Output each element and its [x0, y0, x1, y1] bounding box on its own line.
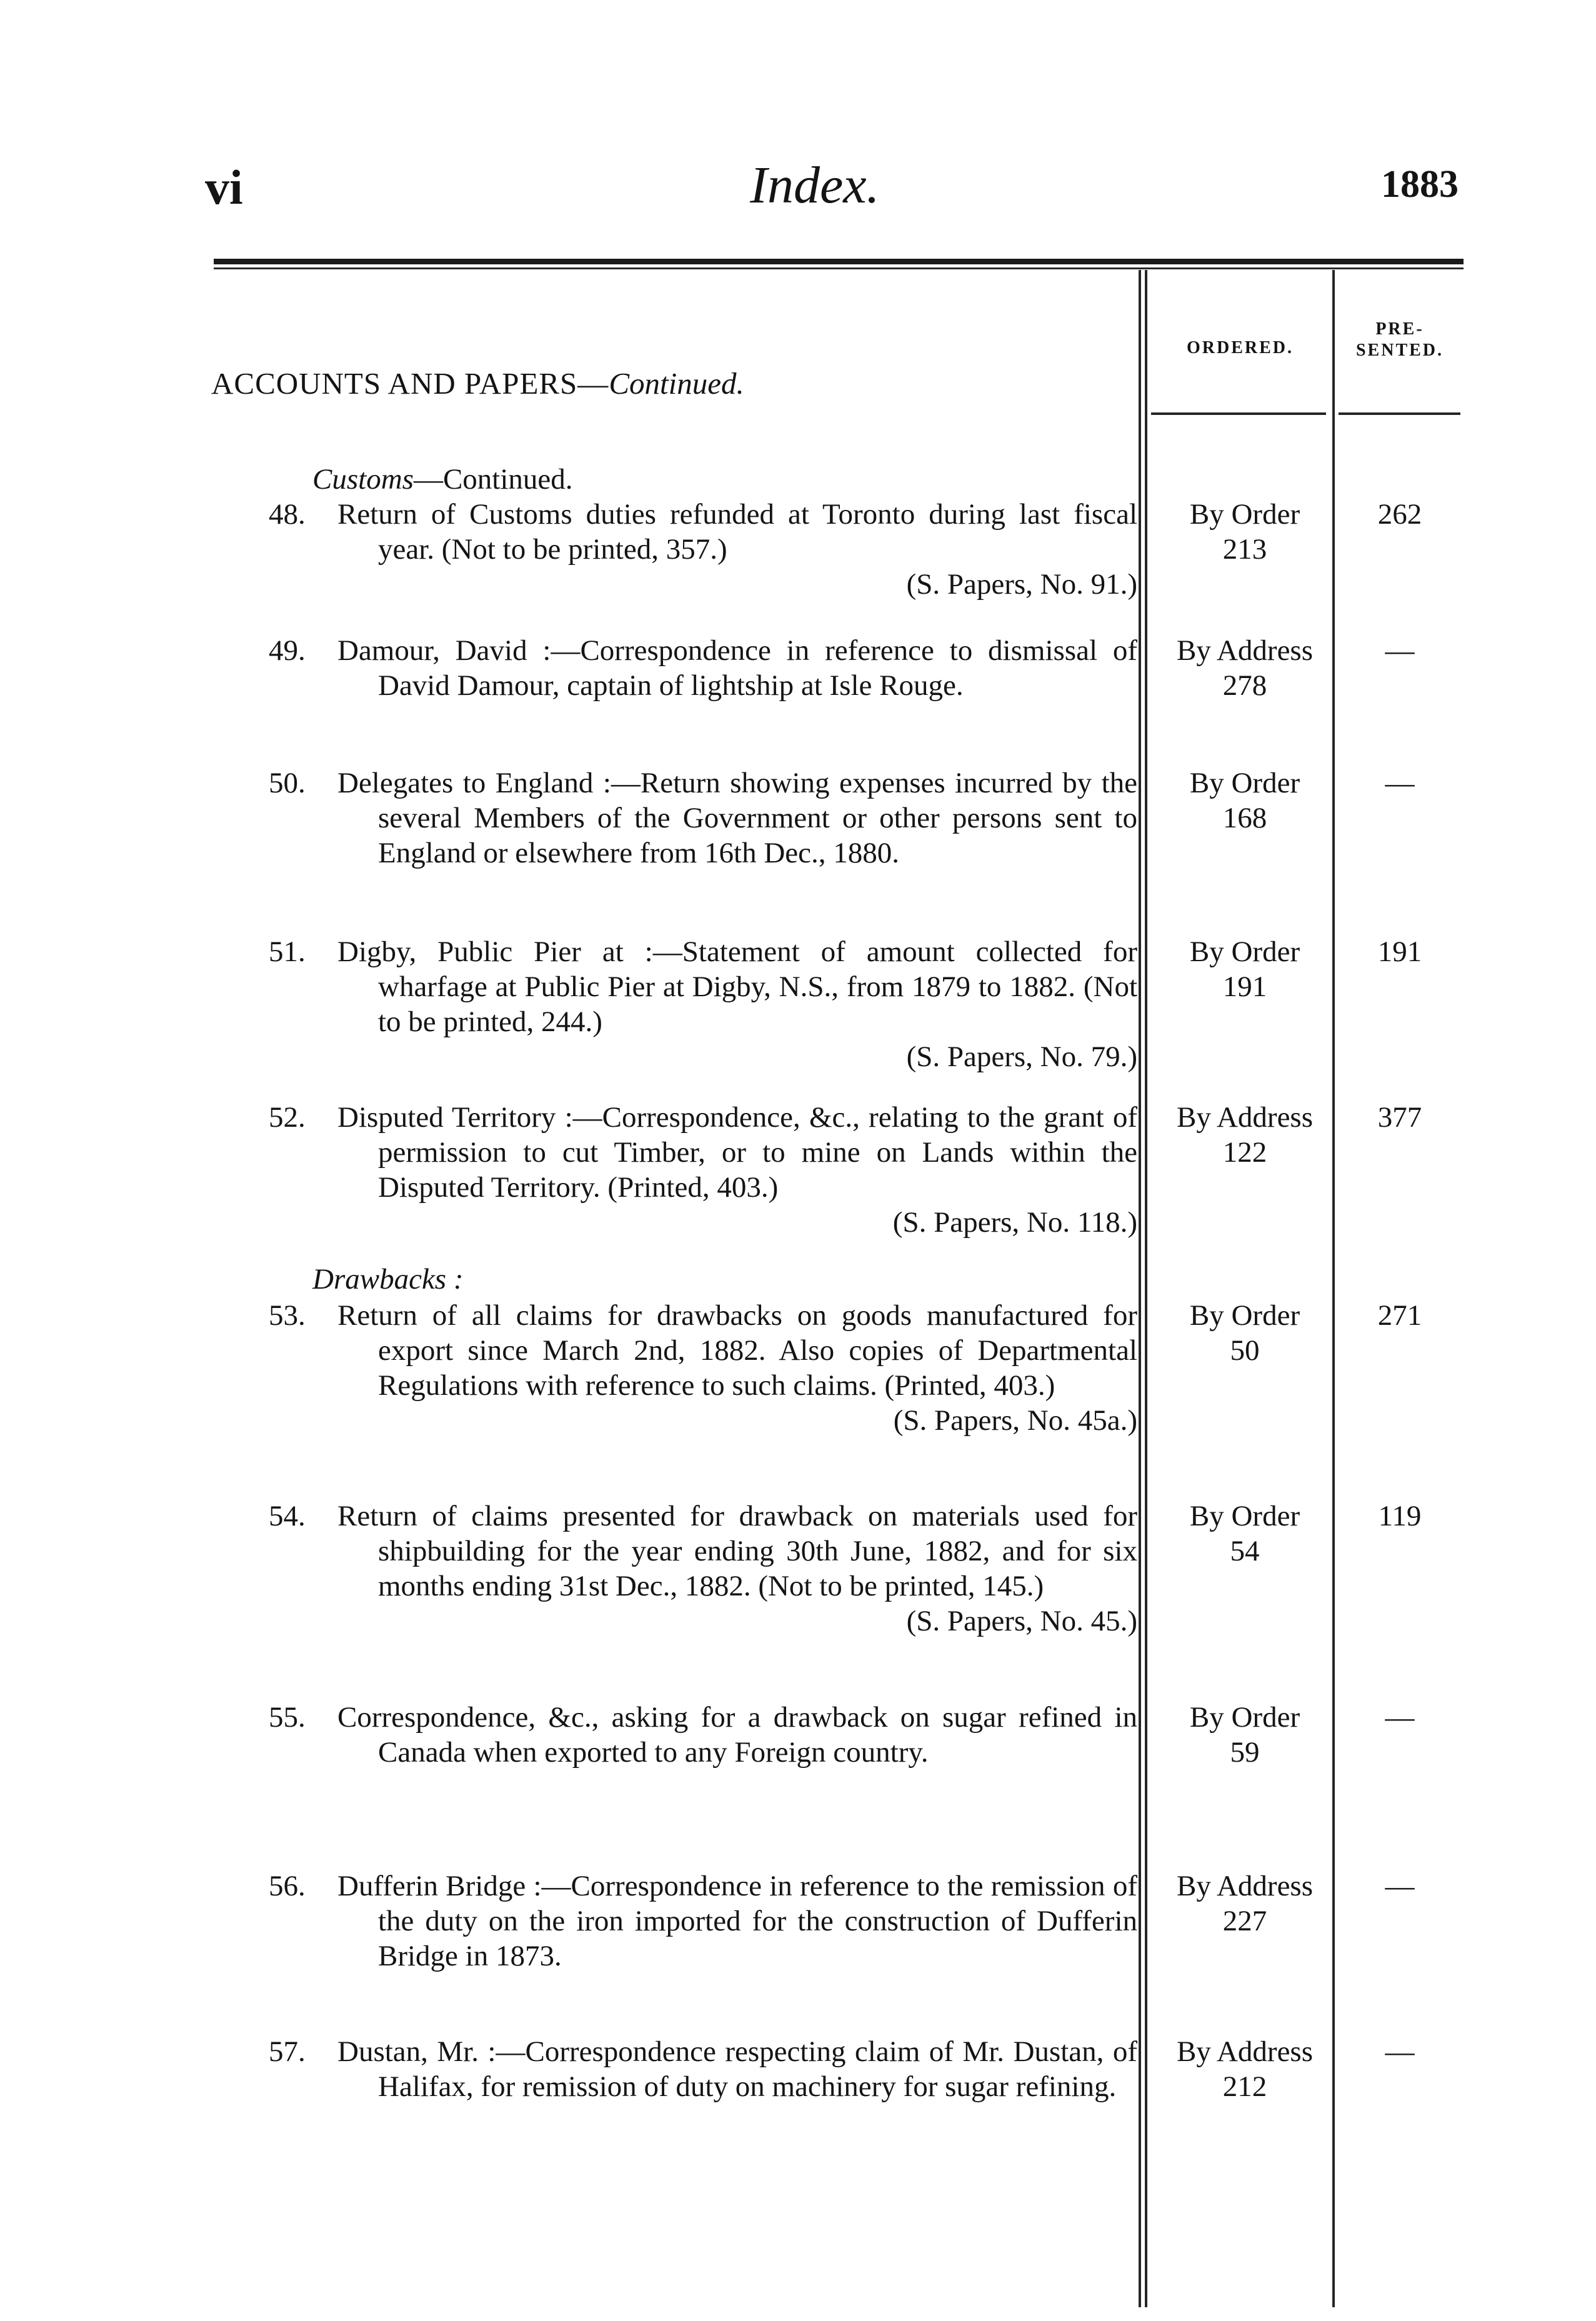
- entry-description: Dustan, Mr. :—Correspondence respecting claim of Mr. Dustan, of Halifax, for remission of duty on machinery for sugar refining.: [337, 2035, 1137, 2103]
- ordered-header-underline: [1151, 412, 1326, 415]
- entry-number: 49.: [269, 634, 306, 667]
- presented-51: 191: [1377, 936, 1422, 968]
- entry-description: Return of Customs duties refunded at Toronto during last fiscal year. (Not to be printed, 357.): [337, 498, 1137, 566]
- ordered-number: 191: [1222, 971, 1267, 1003]
- ordered-50: [1151, 766, 1339, 836]
- entry-52: [269, 1100, 1137, 1240]
- entry-text: [269, 1298, 1137, 1403]
- ordered-53: [1151, 1298, 1339, 1368]
- entry-description: Return of claims presented for drawback on materials used for shipbuilding for the year ending 30th June, 1882, and for six months ending 31st Dec., 1882. (Not to be printed, 145.): [337, 1500, 1137, 1602]
- entry-text: [269, 497, 1137, 567]
- entry-50: [269, 766, 1137, 871]
- entry-reference: (S. Papers, No. 91.): [906, 568, 1137, 601]
- section-title: [211, 366, 744, 401]
- drawbacks-subheading: Drawbacks :: [312, 1263, 464, 1295]
- ordered-number: 168: [1222, 802, 1267, 834]
- ordered-55: [1151, 1700, 1339, 1770]
- entry-51: [269, 934, 1137, 1074]
- ordered-51: [1151, 934, 1339, 1004]
- entry-text: [269, 766, 1137, 871]
- entry-reference: (S. Papers, No. 79.): [906, 1041, 1137, 1073]
- customs-subheading: [312, 462, 573, 496]
- presented-header-line2: SENTED.: [1355, 341, 1444, 360]
- ordered-number: 59: [1230, 1736, 1260, 1769]
- entry-reference: (S. Papers, No. 118.): [892, 1206, 1137, 1239]
- ordered-number: 50: [1230, 1334, 1260, 1367]
- entry-text: [269, 1100, 1137, 1205]
- entry-description: Digby, Public Pier at :—Statement of amount collected for wharfage at Public Pier at Digby, N.S., from 1879 to 1882. (Not to be printed, 244.): [337, 936, 1137, 1038]
- presented-header-line1: PRE-: [1375, 319, 1424, 339]
- presented-49: —: [1385, 634, 1415, 667]
- year: 1883: [1381, 163, 1459, 206]
- presented-48: 262: [1377, 498, 1422, 531]
- header-rule-thin: [214, 267, 1464, 269]
- entry-description: Delegates to England :—Return showing expenses incurred by the several Members of the Government or other persons sent to England or elsewhere from 16th Dec., 1880.: [337, 767, 1137, 869]
- entry-reference: (S. Papers, No. 45a.): [893, 1404, 1137, 1437]
- entry-text: [269, 1700, 1137, 1770]
- entry-number: 48.: [269, 498, 306, 531]
- entry-text: [269, 2034, 1137, 2104]
- presented-54: 119: [1378, 1500, 1422, 1532]
- ordered-48: [1151, 497, 1339, 567]
- ordered-54: [1151, 1499, 1339, 1569]
- entry-56: [269, 1869, 1137, 1974]
- ordered-type: By Address: [1176, 1101, 1314, 1134]
- column-divider-right: [1332, 270, 1335, 2307]
- ordered-number: 54: [1230, 1535, 1260, 1567]
- ordered-number: 212: [1222, 2070, 1267, 2103]
- presented-50: —: [1385, 767, 1415, 799]
- section-title-continued: Continued.: [609, 366, 744, 401]
- ordered-56: [1151, 1869, 1339, 1939]
- ordered-column-header: ORDERED.: [1186, 338, 1294, 357]
- presented-57: —: [1385, 2035, 1415, 2068]
- ordered-number: 227: [1222, 1905, 1267, 1937]
- ordered-number: 278: [1222, 669, 1267, 702]
- entry-57: [269, 2034, 1137, 2104]
- entry-number: 50.: [269, 767, 306, 799]
- entry-53: [269, 1298, 1137, 1438]
- entry-number: 52.: [269, 1101, 306, 1134]
- ordered-type: By Address: [1176, 2035, 1314, 2068]
- page-title: Index.: [750, 156, 880, 214]
- entry-reference: (S. Papers, No. 45.): [906, 1605, 1137, 1637]
- header-rule: [214, 259, 1464, 264]
- entry-description: Dufferin Bridge :—Correspondence in reference to the remission of the duty on the iron imported for the construction of Dufferin Bridge in 1873.: [337, 1870, 1137, 1972]
- ordered-number: 213: [1222, 533, 1267, 566]
- entry-number: 56.: [269, 1870, 306, 1902]
- ordered-type: By Order: [1189, 498, 1300, 531]
- ordered-type: By Order: [1189, 1701, 1300, 1734]
- entry-48: [269, 497, 1137, 602]
- customs-subheading-italic: Customs: [312, 463, 414, 496]
- entry-description: Disputed Territory :—Correspondence, &c., relating to the grant of permission to cut Timber, or to mine on Lands within the Disputed Territory. (Printed, 403.): [337, 1101, 1137, 1204]
- ordered-type: By Order: [1189, 936, 1300, 968]
- entry-number: 51.: [269, 936, 306, 968]
- section-title-text: ACCOUNTS AND PAPERS—: [211, 366, 609, 401]
- entry-text: [269, 633, 1137, 703]
- ordered-type: By Address: [1176, 634, 1314, 667]
- ordered-57: [1151, 2034, 1339, 2104]
- entry-number: 54.: [269, 1500, 306, 1532]
- entry-55: [269, 1700, 1137, 1770]
- entry-description: Return of all claims for drawbacks on goods manufactured for export since March 2nd, 1882. Also copies of Departmental Regulations with reference to such claims. (Printed, 403.): [337, 1299, 1137, 1402]
- ordered-type: By Order: [1189, 1299, 1300, 1332]
- entry-54: [269, 1499, 1137, 1639]
- entry-description: Damour, David :—Correspondence in reference to dismissal of David Damour, captain of lightship at Isle Rouge.: [337, 634, 1137, 702]
- entry-49: [269, 633, 1137, 703]
- entry-text: [269, 1869, 1137, 1974]
- entry-number: 57.: [269, 2035, 306, 2068]
- presented-header-underline: [1339, 412, 1460, 415]
- column-divider-left-double: [1145, 270, 1147, 2307]
- entry-number: 53.: [269, 1299, 306, 1332]
- ordered-type: By Address: [1176, 1870, 1314, 1902]
- column-divider-left: [1139, 270, 1141, 2307]
- presented-56: —: [1385, 1870, 1415, 1902]
- entry-text: [269, 934, 1137, 1039]
- presented-55: —: [1385, 1701, 1415, 1734]
- ordered-type: By Order: [1189, 767, 1300, 799]
- customs-subheading-rest: —Continued.: [413, 463, 573, 496]
- entry-text: [269, 1499, 1137, 1604]
- presented-column-header: [1337, 319, 1462, 361]
- ordered-52: [1151, 1100, 1339, 1170]
- ordered-type: By Order: [1189, 1500, 1300, 1532]
- ordered-number: 122: [1222, 1136, 1267, 1169]
- presented-52: 377: [1377, 1101, 1422, 1134]
- entry-number: 55.: [269, 1701, 306, 1734]
- presented-53: 271: [1377, 1299, 1422, 1332]
- entry-description: Correspondence, &c., asking for a drawback on sugar refined in Canada when exported to any Foreign country.: [337, 1701, 1137, 1769]
- page-number: vi: [205, 160, 243, 214]
- ordered-49: [1151, 633, 1339, 703]
